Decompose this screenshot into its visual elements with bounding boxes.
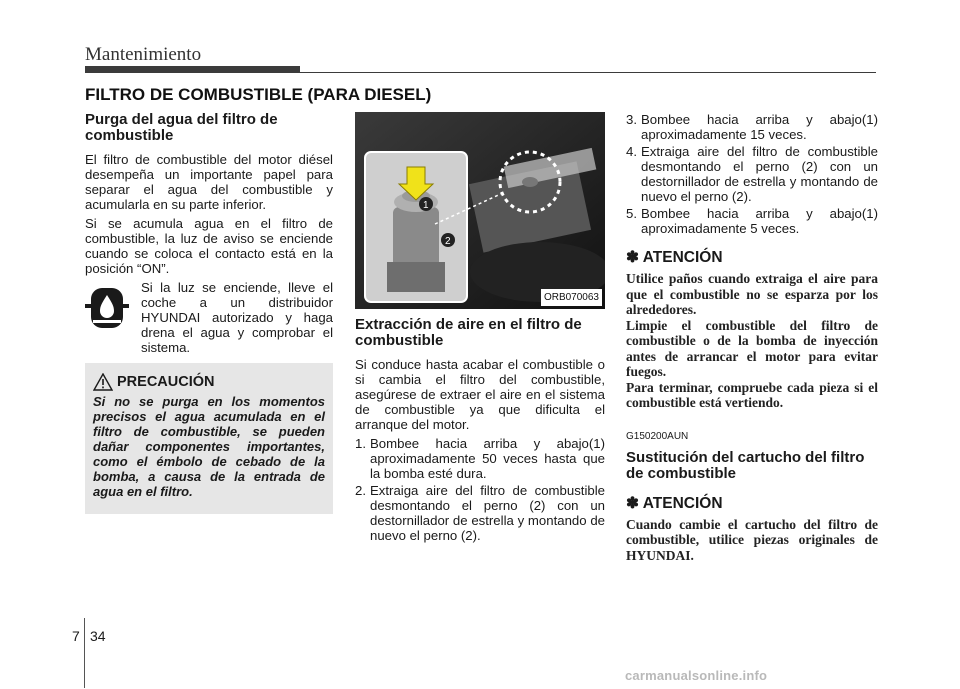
section-title: FILTRO DE COMBUSTIBLE (PARA DIESEL) bbox=[85, 85, 432, 104]
attention-2-paragraph-1: Cuando cambie el cartucho del filtro de combustible, utilice piezas originales de HYUNDAI. bbox=[626, 516, 878, 563]
header-title: Mantenimiento bbox=[85, 44, 202, 65]
attention-body-2 bbox=[626, 517, 878, 564]
column-left bbox=[85, 112, 333, 355]
list-item: 5. Bombee hacia arriba y abajo(1) aproximadamente 5 veces. bbox=[626, 206, 878, 236]
column-middle bbox=[355, 112, 605, 545]
photo-label-1: 1 bbox=[423, 200, 429, 211]
page-number: 34 bbox=[90, 628, 106, 644]
air-extraction-steps-continued bbox=[626, 112, 878, 236]
warning-light-text: Si la luz se enciende, lleve el coche a un distribuidor HYUNDAI autorizado y haga drena el agua y comprobar el sistema. bbox=[141, 280, 333, 355]
chapter-number: 7 bbox=[72, 628, 80, 644]
list-item: 3. Bombee hacia arriba y abajo(1) aproximadamente 15 veces. bbox=[626, 112, 878, 142]
air-extraction-heading: Extracción de aire en el filtro de combustible bbox=[355, 316, 582, 349]
caution-body: Si no se purga en los momentos precisos el agua acumulada en el filtro de combustible, se pueden dañar componentes importantes, como el émbolo de cebado de la bomba, a causa de la entrada de agua en el filtro. bbox=[93, 394, 325, 499]
water-in-fuel-warning-icon bbox=[85, 284, 129, 334]
list-item: 1. Bombee hacia arriba y abajo(1) aproximadamente 50 veces hasta que la bomba esté dura. bbox=[355, 436, 605, 481]
purge-paragraph-2: Si se acumula agua en el filtro de combustible, la luz de aviso se enciende cuando se coloca el contacto está en la posición “ON”. bbox=[85, 216, 333, 276]
engine-bay-illustration bbox=[355, 112, 605, 309]
purge-heading: Purga del agua del filtro de combustible bbox=[85, 111, 278, 144]
photo-label-2: 2 bbox=[445, 236, 451, 247]
air-extraction-paragraph: Si conduce hasta acabar el combustible o si cambia el filtro del combustible, asegúrese de extraer el aire en el sistema de combustible ya que dificulta el arranque del motor. bbox=[355, 357, 605, 432]
photo-code: ORB070063 bbox=[541, 289, 602, 306]
air-extraction-steps bbox=[355, 436, 605, 543]
fuel-filter-photo bbox=[355, 112, 605, 309]
header-rule-thick bbox=[85, 66, 300, 73]
list-item: 2. Extraiga aire del filtro de combustible desmontando el perno (2) con un destornillador de estrella y montando de nuevo el perno (2). bbox=[355, 483, 605, 543]
column-right bbox=[626, 112, 878, 563]
caution-box bbox=[85, 363, 333, 514]
cartridge-heading: Sustitución del cartucho del filtro de combustible bbox=[626, 448, 865, 482]
section-code: G150200AUN bbox=[626, 430, 689, 442]
list-item: 4. Extraiga aire del filtro de combustible desmontando el perno (2) con un destornillador de estrella y montando de nuevo el perno (2). bbox=[626, 144, 878, 204]
warning-light-block bbox=[85, 280, 333, 355]
attention-heading-2: ✽ ATENCIÓN bbox=[626, 494, 723, 512]
watermark: carmanualsonline.info bbox=[625, 668, 768, 683]
warning-triangle-icon bbox=[93, 373, 113, 391]
caution-header bbox=[93, 373, 325, 391]
attention-1-paragraph-3: Para terminar, compruebe cada pieza si el combustible está vertiendo. bbox=[626, 379, 878, 410]
header-rule-thin bbox=[300, 72, 876, 73]
attention-1-paragraph-2: Limpie el combustible del filtro de combustible o de la bomba de inyección antes de arrancar el motor para evitar fuegos. bbox=[626, 317, 878, 379]
caution-title: PRECAUCIÓN bbox=[117, 374, 215, 390]
attention-heading-1: ✽ ATENCIÓN bbox=[626, 249, 723, 266]
attention-1-paragraph-1: Utilice paños cuando extraiga el aire para que el combustible no se esparza por los alrededores. bbox=[626, 271, 878, 317]
purge-paragraph-1: El filtro de combustible del motor diésel desempeña un importante papel para separar el agua del combustible y acumularla en su parte inferior. bbox=[85, 152, 333, 212]
footer-divider bbox=[84, 618, 85, 688]
attention-body-1 bbox=[626, 271, 878, 411]
